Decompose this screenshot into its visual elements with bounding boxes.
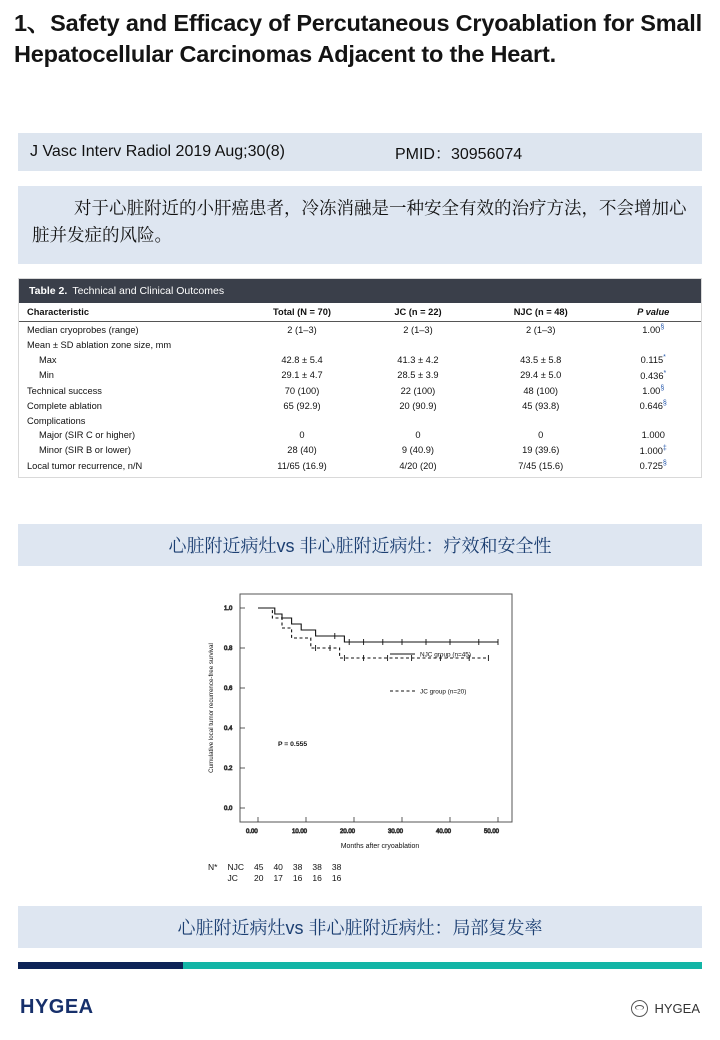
table-row — [19, 352, 701, 367]
table-cell-value: 48 (100) — [523, 385, 559, 396]
table-row — [19, 442, 701, 457]
risk-njc-1: 40 — [273, 862, 283, 872]
table-cell-label: Local tumor recurrence, n/N — [27, 460, 143, 471]
svg-text:50.00: 50.00 — [484, 829, 500, 835]
summary-box — [18, 186, 702, 264]
table-cell-label: Max — [39, 354, 57, 365]
svg-text:0.8: 0.8 — [224, 646, 233, 652]
km-plot-figure — [200, 586, 530, 896]
table-cell-value: 0.725§ — [639, 460, 667, 472]
table-row — [19, 337, 701, 351]
svg-text:0.0: 0.0 — [224, 806, 233, 812]
footer-rule — [18, 962, 702, 969]
citation-pmid: PMID：30956074 — [394, 145, 523, 163]
table-cell-label: Median cryoprobes (range) — [27, 324, 139, 335]
citation-journal: J Vasc Interv Radiol 2019 Aug;30(8) — [30, 143, 285, 160]
footer-wechat — [631, 1000, 700, 1017]
risk-jc-1: 17 — [273, 873, 283, 883]
footer-logo: HYGEA — [20, 996, 94, 1018]
col-characteristic: Characteristic — [19, 303, 244, 322]
risk-header: N* — [208, 862, 218, 872]
table-cell-value: 19 (39.6) — [522, 445, 560, 456]
table-cell-value: 41.3 ± 4.2 — [397, 354, 439, 365]
table-row — [19, 458, 701, 477]
risk-njc-2: 38 — [292, 862, 303, 872]
svg-text:10.00: 10.00 — [292, 829, 308, 835]
risk-njc-3: 38 — [312, 862, 322, 872]
footer-rule-dark — [18, 962, 183, 969]
page-title: 1、Safety and Efficacy of Percutaneous Cryoablation for Small Hepatocellular Carcinomas Adjacent to the Heart. — [14, 10, 702, 67]
table-cell-value: 0.646§ — [639, 400, 667, 412]
km-plot-svg — [200, 586, 530, 866]
table-caption-text: Technical and Clinical Outcomes — [72, 285, 225, 297]
risk-jc-3: 16 — [312, 873, 322, 883]
table-cell-label: Complications — [27, 415, 86, 426]
svg-text:JC group (n=20): JC group (n=20) — [420, 688, 467, 696]
col-total: Total (N = 70) — [244, 303, 360, 322]
table-row — [19, 383, 701, 398]
table-cell-value: 42.8 ± 5.4 — [281, 354, 323, 365]
table-cell-value: 0.436* — [640, 369, 667, 381]
table-cell-value: 22 (100) — [400, 385, 436, 396]
table-cell-value: 29.1 ± 4.7 — [281, 370, 323, 381]
svg-text:0.2: 0.2 — [224, 766, 233, 772]
table-row — [19, 428, 701, 442]
summary-text: 对于心脏附近的小肝癌患者，冷冻消融是一种安全有效的治疗方法，不会增加心脏并发症的风险。 — [32, 198, 687, 246]
risk-number-table — [208, 862, 351, 884]
label-bar-efficacy-safety — [18, 524, 702, 566]
table-cell-label: Min — [39, 370, 54, 381]
table-cell-value: 0 — [538, 430, 544, 441]
table-cell-value: 1.00§ — [642, 324, 665, 336]
risk-group-njc: NJC — [227, 862, 244, 872]
risk-row-njc — [208, 862, 351, 873]
risk-njc-0: 45 — [253, 862, 264, 872]
table-cell-value: 1.00§ — [642, 384, 665, 397]
table-cell-value: 2 (1–3) — [403, 324, 433, 335]
table-cell-value: 9 (40.9) — [401, 445, 434, 456]
table-row — [19, 322, 701, 338]
col-pvalue: P value — [606, 303, 702, 322]
table-cell-value: 0.115* — [640, 354, 666, 366]
table-cell-value: 11/65 (16.9) — [277, 460, 327, 471]
table-cell-value: 0 — [299, 430, 305, 441]
table-caption — [19, 279, 701, 303]
svg-text:40.00: 40.00 — [436, 829, 452, 835]
citation-bar — [18, 133, 702, 171]
svg-text:Cumulative local tumor recurre: Cumulative local tumor recurrence-free survival — [208, 643, 215, 773]
table-cell-label: Major (SIR C or higher) — [39, 430, 136, 441]
label-bar-local-recurrence — [18, 906, 702, 948]
table-caption-label: Table 2. — [29, 285, 68, 297]
label-bar-1-text: 心脏附近病灶vs 非心脏附近病灶：疗效和安全性 — [168, 536, 552, 556]
svg-text:0.00: 0.00 — [246, 829, 258, 835]
table-cell-value: 45 (93.8) — [522, 400, 560, 411]
wechat-icon — [631, 1000, 648, 1017]
table-row — [19, 414, 701, 428]
outcomes-table-figure — [18, 278, 702, 478]
table-cell-value: 2 (1–3) — [525, 324, 556, 335]
label-bar-2-text: 心脏附近病灶vs 非心脏附近病灶：局部复发率 — [177, 918, 543, 938]
table-header-row — [19, 303, 701, 322]
table-cell-value: 28 (40) — [287, 445, 317, 456]
table-cell-label: Technical success — [27, 385, 102, 396]
table-cell-value — [360, 414, 476, 428]
table-row — [19, 367, 701, 382]
risk-row-jc — [208, 873, 351, 884]
svg-text:0.6: 0.6 — [224, 686, 233, 692]
col-jc: JC (n = 22) — [360, 303, 476, 322]
table-cell-value: 65 (92.9) — [283, 400, 321, 411]
table-cell-value — [244, 337, 360, 351]
table-cell-value — [476, 414, 606, 428]
table-cell-label: Minor (SIR B or lower) — [39, 445, 131, 456]
table-cell-value: 7/45 (15.6) — [518, 460, 564, 471]
svg-text:P = 0.555: P = 0.555 — [278, 741, 308, 748]
risk-jc-4: 16 — [331, 873, 342, 883]
svg-text:1.0: 1.0 — [224, 606, 233, 612]
table-cell-value: 28.5 ± 3.9 — [397, 370, 439, 381]
table-cell-value — [606, 337, 702, 351]
table-cell-value: 0 — [415, 430, 421, 441]
table-cell-value: 1.000 — [641, 430, 665, 441]
table-cell-label: Complete ablation — [27, 400, 102, 411]
table-cell-value: 43.5 ± 5.8 — [520, 354, 562, 365]
risk-jc-0: 20 — [253, 873, 264, 883]
outcomes-table — [19, 303, 701, 477]
table-cell-value — [360, 337, 476, 351]
table-cell-value: 29.4 ± 5.0 — [520, 370, 562, 381]
table-cell-label: Mean ± SD ablation zone size, mm — [27, 339, 172, 350]
table-cell-value: 20 (90.9) — [399, 400, 437, 411]
risk-group-jc: JC — [227, 873, 238, 883]
svg-text:0.4: 0.4 — [224, 726, 233, 732]
table-cell-value: 4/20 (20) — [399, 460, 437, 471]
table-cell-value: 1.000‡ — [639, 444, 667, 456]
table-cell-value: 70 (100) — [284, 385, 320, 396]
risk-jc-2: 16 — [292, 873, 303, 883]
risk-njc-4: 38 — [331, 862, 342, 872]
footer-rule-teal — [183, 962, 702, 969]
table-row — [19, 398, 701, 413]
table-cell-value — [476, 337, 606, 351]
svg-text:30.00: 30.00 — [388, 829, 404, 835]
footer-wechat-label: HYGEA — [654, 1001, 700, 1016]
table-cell-value — [244, 414, 360, 428]
svg-text:NJC group (n=45): NJC group (n=45) — [420, 651, 471, 659]
col-njc: NJC (n = 48) — [476, 303, 606, 322]
svg-text:20.00: 20.00 — [340, 829, 356, 835]
svg-text:Months after cryoablation: Months after cryoablation — [340, 843, 420, 850]
table-cell-value — [606, 414, 702, 428]
table-cell-value: 2 (1–3) — [287, 324, 317, 335]
